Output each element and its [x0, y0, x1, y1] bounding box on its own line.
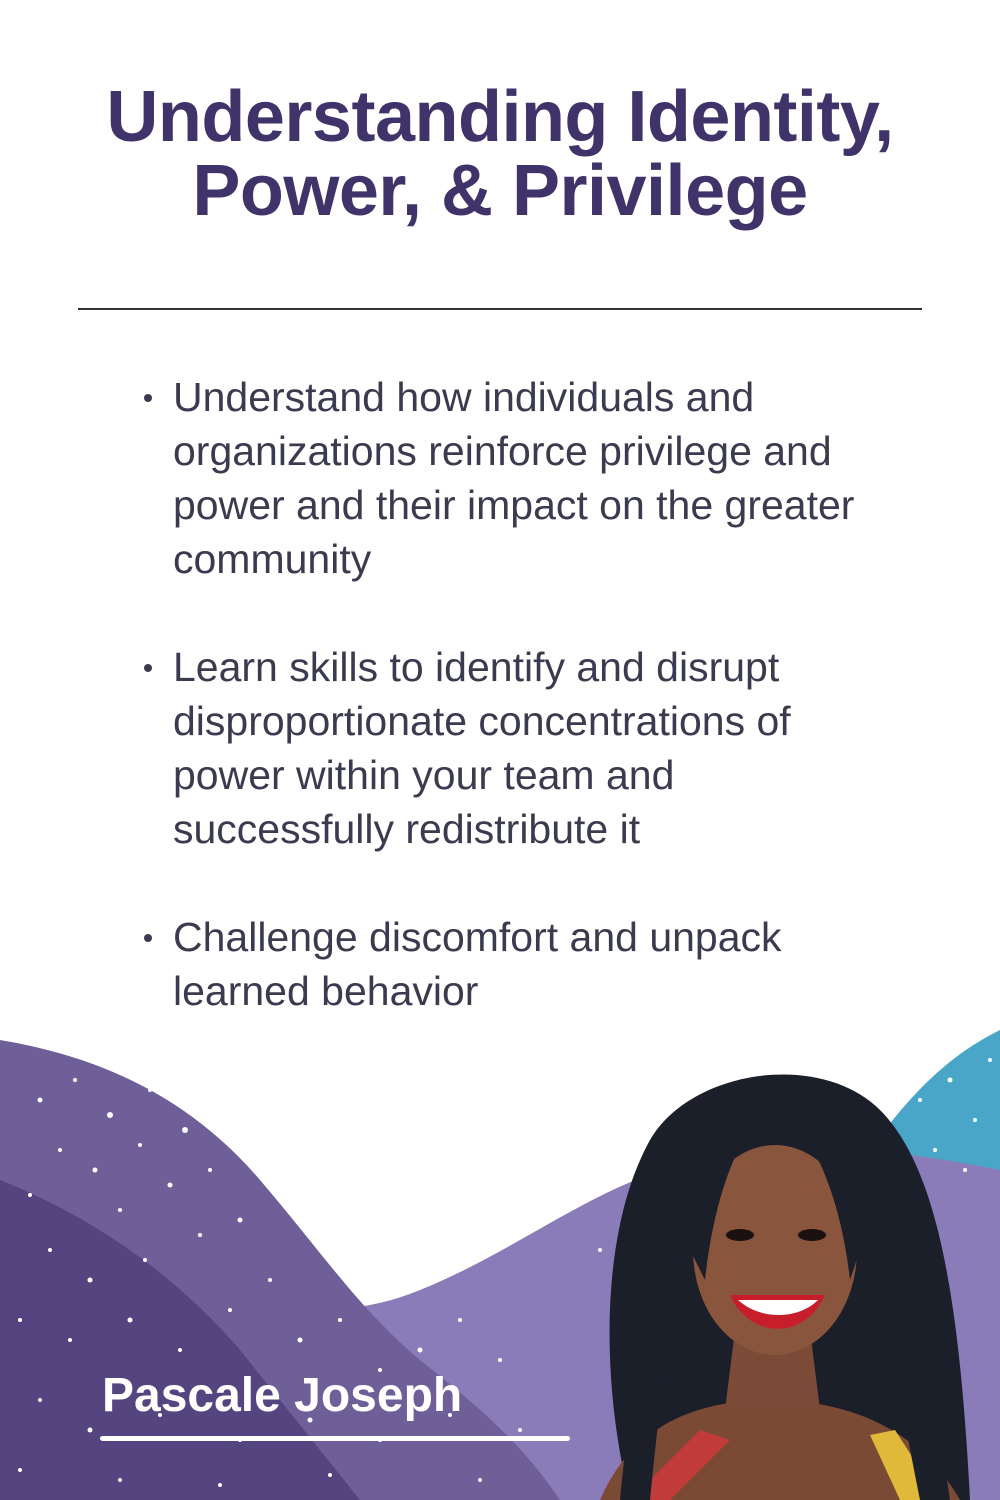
bullet-list: [130, 370, 890, 1072]
page-title: [0, 77, 1000, 231]
bullet-item: Understand how individuals and organizations reinforce privilege and power and their impact on the greater community: [130, 370, 890, 586]
title-line-2: Power, & Privilege: [192, 151, 808, 231]
eye-left: [726, 1229, 754, 1241]
divider: [78, 308, 922, 310]
speaker-name-underline: [100, 1436, 570, 1441]
speaker-name: Pascale Joseph: [102, 1369, 463, 1422]
eye-right: [798, 1229, 826, 1241]
bullet-item: Challenge discomfort and unpack learned behavior: [130, 910, 890, 1018]
title-line-1: Understanding Identity,: [106, 77, 894, 157]
speaker-photo: [540, 1050, 1000, 1500]
bullet-item: Learn skills to identify and disrupt disproportionate concentrations of power within your team and successfully redistribute it: [130, 640, 890, 856]
